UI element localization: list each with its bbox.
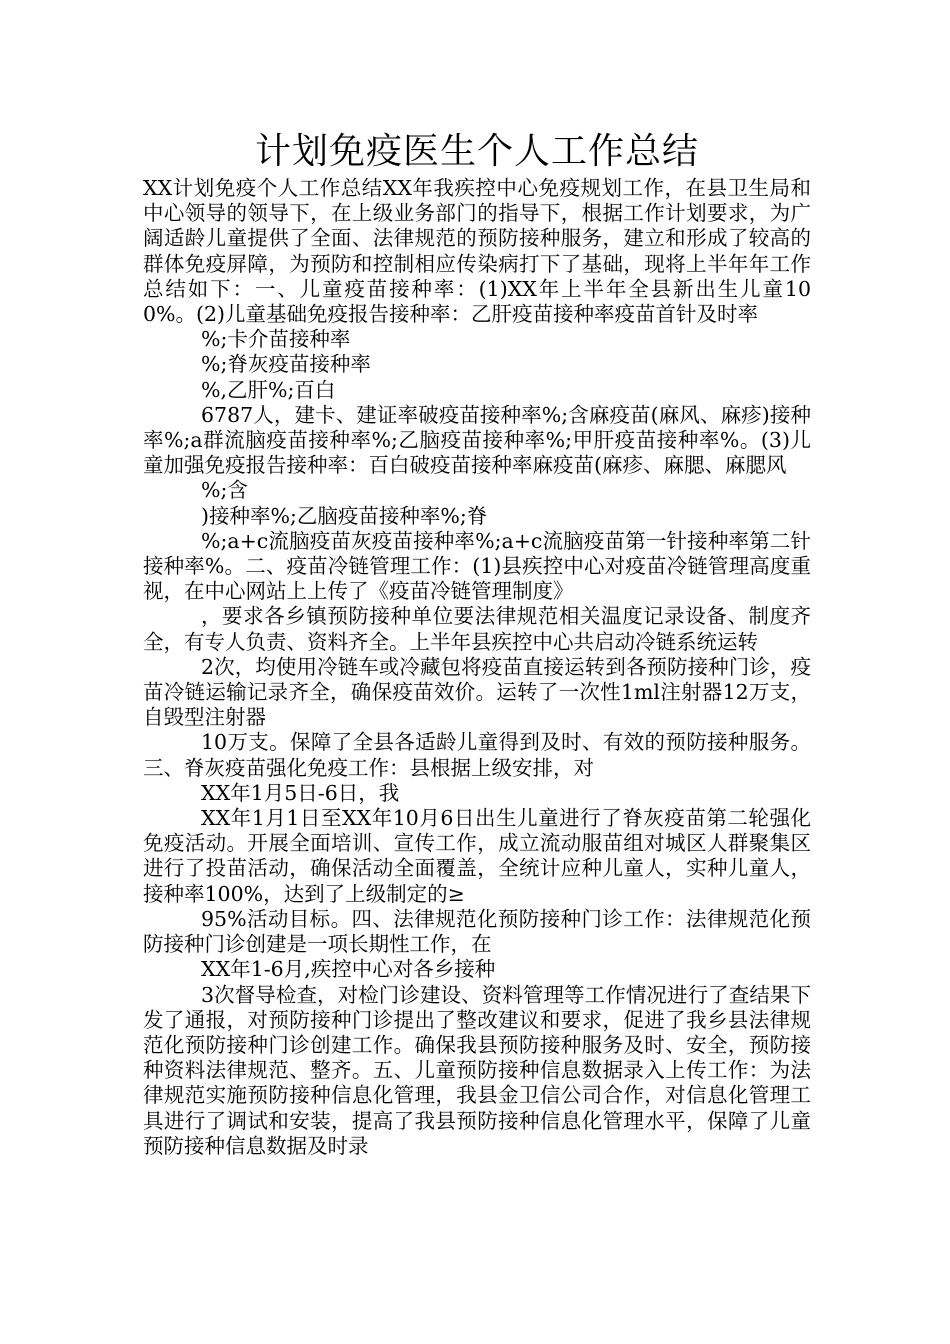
document-page [143, 130, 811, 1159]
paragraph: XX计划免疫个人工作总结XX年我疾控中心免疫规划工作，在县卫生局和中心领导的领导下，在上级业务部门的指导下，根据工作计划要求，为广阔适龄儿童提供了全面、法律规范的预防接种服务，建立和形成了较高的群体免疫屏障，为预防和控制相应传染病打下了基础，现将上半年年工作总结如下：一、儿童疫苗接种率：(1)XX年上半年全县新出生儿童100%。(2)儿童基础免疫报告接种率：乙肝疫苗接种率疫苗首针及时率 [143, 176, 811, 327]
paragraph: )接种率%;乙脑疫苗接种率%;脊 [201, 503, 488, 528]
paragraph: ，要求各乡镇预防接种单位要法律规范相关温度记录设备、制度齐全，有专人负责、资料齐全。上半年县疾控中心共启动冷链系统运转 [143, 604, 811, 654]
paragraph: 3次督导检查，对检门诊建设、资料管理等工作情况进行了查结果下发了通报，对预防接种门诊提出了整改建议和要求，促进了我乡县法律规范化预防接种门诊创建工作。确保我县预防接种服务及时、安全，预防接种资料法律规范、整齐。五、儿童预防接种信息数据录入上传工作：为法律规范实施预防接种信息化管理，我县金卫信公司合作，对信息化管理工具进行了调试和安装，提高了我县预防接种信息化管理水平，保障了儿童预防接种信息数据及时录 [143, 982, 811, 1158]
paragraph: %,乙肝%;百白 [201, 377, 336, 402]
paragraph: %;脊灰疫苗接种率 [201, 352, 371, 377]
paragraph: 6787人，建卡、建证率破疫苗接种率%;含麻疫苗(麻风、麻疹)接种率%;a群流脑疫苗接种率%;乙脑疫苗接种率%;甲肝疫苗接种率%。(3)儿童加强免疫报告接种率：百白破疫苗接种率麻疫苗(麻疹、麻腮、麻腮风 [143, 402, 811, 478]
paragraph: XX年1月5日-6日，我 [201, 780, 400, 805]
paragraph: XX年1-6月,疾控中心对各乡接种 [201, 957, 496, 982]
paragraph: %;a+c流脑疫苗灰疫苗接种率%;a+c流脑疫苗第一针接种率第二针接种率%。二、疫苗冷链管理工作：(1)县疾控中心对疫苗冷链管理高度重视，在中心网站上上传了《疫苗冷链管理制度》 [143, 528, 811, 604]
paragraph: %;卡介苗接种率 [201, 327, 351, 352]
document-body [143, 176, 811, 1159]
paragraph: %;含 [201, 478, 248, 503]
paragraph: 10万支。保障了全县各适龄儿童得到及时、有效的预防接种服务。三、脊灰疫苗强化免疫工作：县根据上级安排，对 [143, 730, 811, 780]
paragraph: XX年1月1日至XX年10月6日出生儿童进行了脊灰疫苗第二轮强化免疫活动。开展全面培训、宣传工作，成立流动服苗组对城区人群聚集区进行了投苗活动，确保活动全面覆盖，全统计应种儿童人，实种儿童人，接种率100%，达到了上级制定的≥ [143, 806, 811, 906]
paragraph: 2次，均使用冷链车或冷藏包将疫苗直接运转到各预防接种门诊，疫苗冷链运输记录齐全，确保疫苗效价。运转了一次性1ml注射器12万支，自毁型注射器 [143, 654, 811, 730]
document-title: 计划免疫医生个人工作总结 [254, 131, 699, 172]
paragraph: 95%活动目标。四、法律规范化预防接种门诊工作：法律规范化预防接种门诊创建是一项长期性工作，在 [143, 906, 811, 957]
